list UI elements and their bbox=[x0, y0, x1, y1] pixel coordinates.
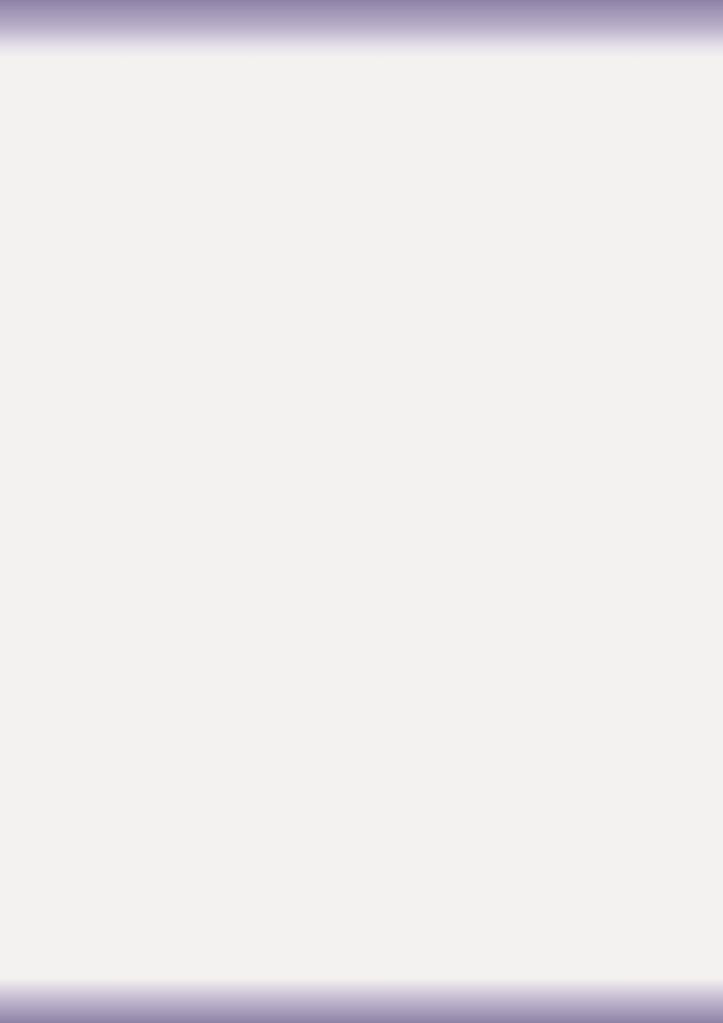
periodic-table-header-band bbox=[0, 0, 723, 58]
periodic-table-footer-band bbox=[0, 978, 723, 1023]
